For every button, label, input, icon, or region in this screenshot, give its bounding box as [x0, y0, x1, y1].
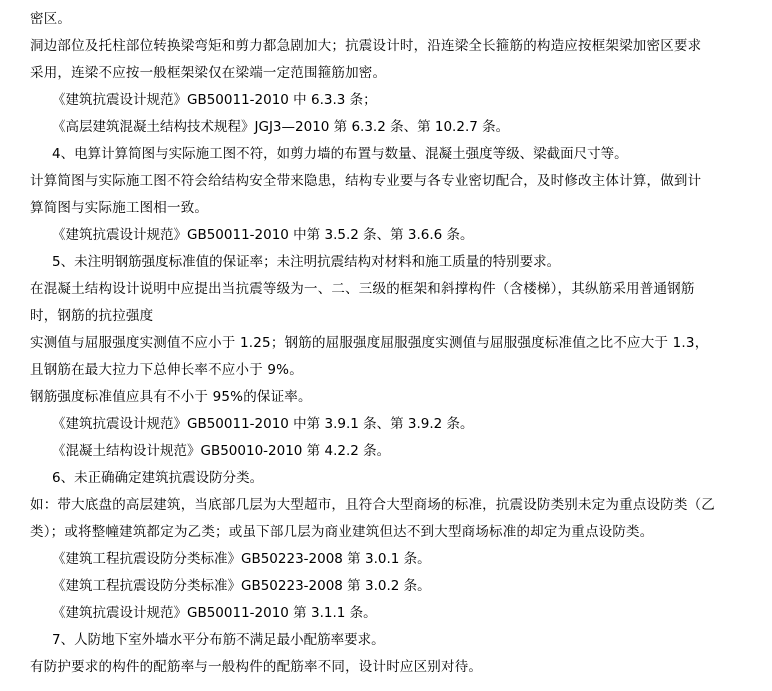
reference-line: 《建筑工程抗震设防分类标准》GB50223-2008 第 3.0.2 条。	[52, 578, 431, 594]
text-line: 洞边部位及托柱部位转换梁弯矩和剪力都急剧加大；抗震设计时，沿连梁全长箍筋的构造应按框架梁加密区要求	[30, 38, 702, 54]
text-line: 钢筋强度标准值应具有不小于 95%的保证率。	[30, 389, 312, 405]
text-line: 算简图与实际施工图相一致。	[30, 200, 209, 216]
reference-line: 《建筑工程抗震设防分类标准》GB50223-2008 第 3.0.1 条。	[52, 551, 431, 567]
numbered-item: 4、电算计算简图与实际施工图不符，如剪力墙的布置与数量、混凝土强度等级、梁截面尺寸等。	[52, 146, 628, 162]
numbered-item: 5、未注明钢筋强度标准值的保证率；未注明抗震结构对材料和施工质量的特别要求。	[52, 254, 561, 270]
reference-line: 《混凝土结构设计规范》GB50010-2010 第 4.2.2 条。	[52, 443, 391, 459]
text-line: 类）；或将整幢建筑都定为乙类；或虽下部几层为商业建筑但达不到大型商场标准的却定为重点设防类。	[30, 524, 654, 540]
reference-line: 《建筑抗震设计规范》GB50011-2010 中 6.3.3 条；	[52, 92, 377, 108]
text-line: 且钢筋在最大拉力下总伸长率不应小于 9%。	[30, 362, 303, 378]
text-line: 实测值与屈服强度实测值不应小于 1.25；钢筋的屈服强度屈服强度实测值与屈服强度标准值之比不应大于 1.3，	[30, 335, 709, 351]
reference-line: 《建筑抗震设计规范》GB50011-2010 第 3.1.1 条。	[52, 605, 377, 621]
reference-line: 《建筑抗震设计规范》GB50011-2010 中第 3.5.2 条、第 3.6.6 条。	[52, 227, 474, 243]
text-line: 如：带大底盘的高层建筑，当底部几层为大型超市，且符合大型商场的标准，抗震设防类别未定为重点设防类（乙	[30, 497, 715, 513]
text-line: 计算简图与实际施工图不符会给结构安全带来隐患，结构专业要与各专业密切配合，及时修改主体计算，做到计	[30, 173, 702, 189]
numbered-item: 6、未正确确定建筑抗震设防分类。	[52, 470, 264, 486]
text-line: 时，钢筋的抗拉强度	[30, 308, 154, 324]
numbered-item: 7、人防地下室外墙水平分布筋不满足最小配筋率要求。	[52, 632, 385, 648]
reference-line: 《高层建筑混凝土结构技术规程》JGJ3—2010 第 6.3.2 条、第 10.2.7 条。	[52, 119, 510, 135]
text-line: 有防护要求的构件的配筋率与一般构件的配筋率不同，设计时应区别对待。	[30, 659, 483, 675]
text-line: 密区。	[30, 11, 72, 27]
reference-line: 《建筑抗震设计规范》GB50011-2010 中第 3.9.1 条、第 3.9.2 条。	[52, 416, 474, 432]
text-line: 在混凝土结构设计说明中应提出当抗震等级为一、二、三级的框架和斜撑构件（含楼梯），其纵筋采用普通钢筋	[30, 281, 695, 297]
text-line: 采用，连梁不应按一般框架梁仅在梁端一定范围箍筋加密。	[30, 65, 387, 81]
